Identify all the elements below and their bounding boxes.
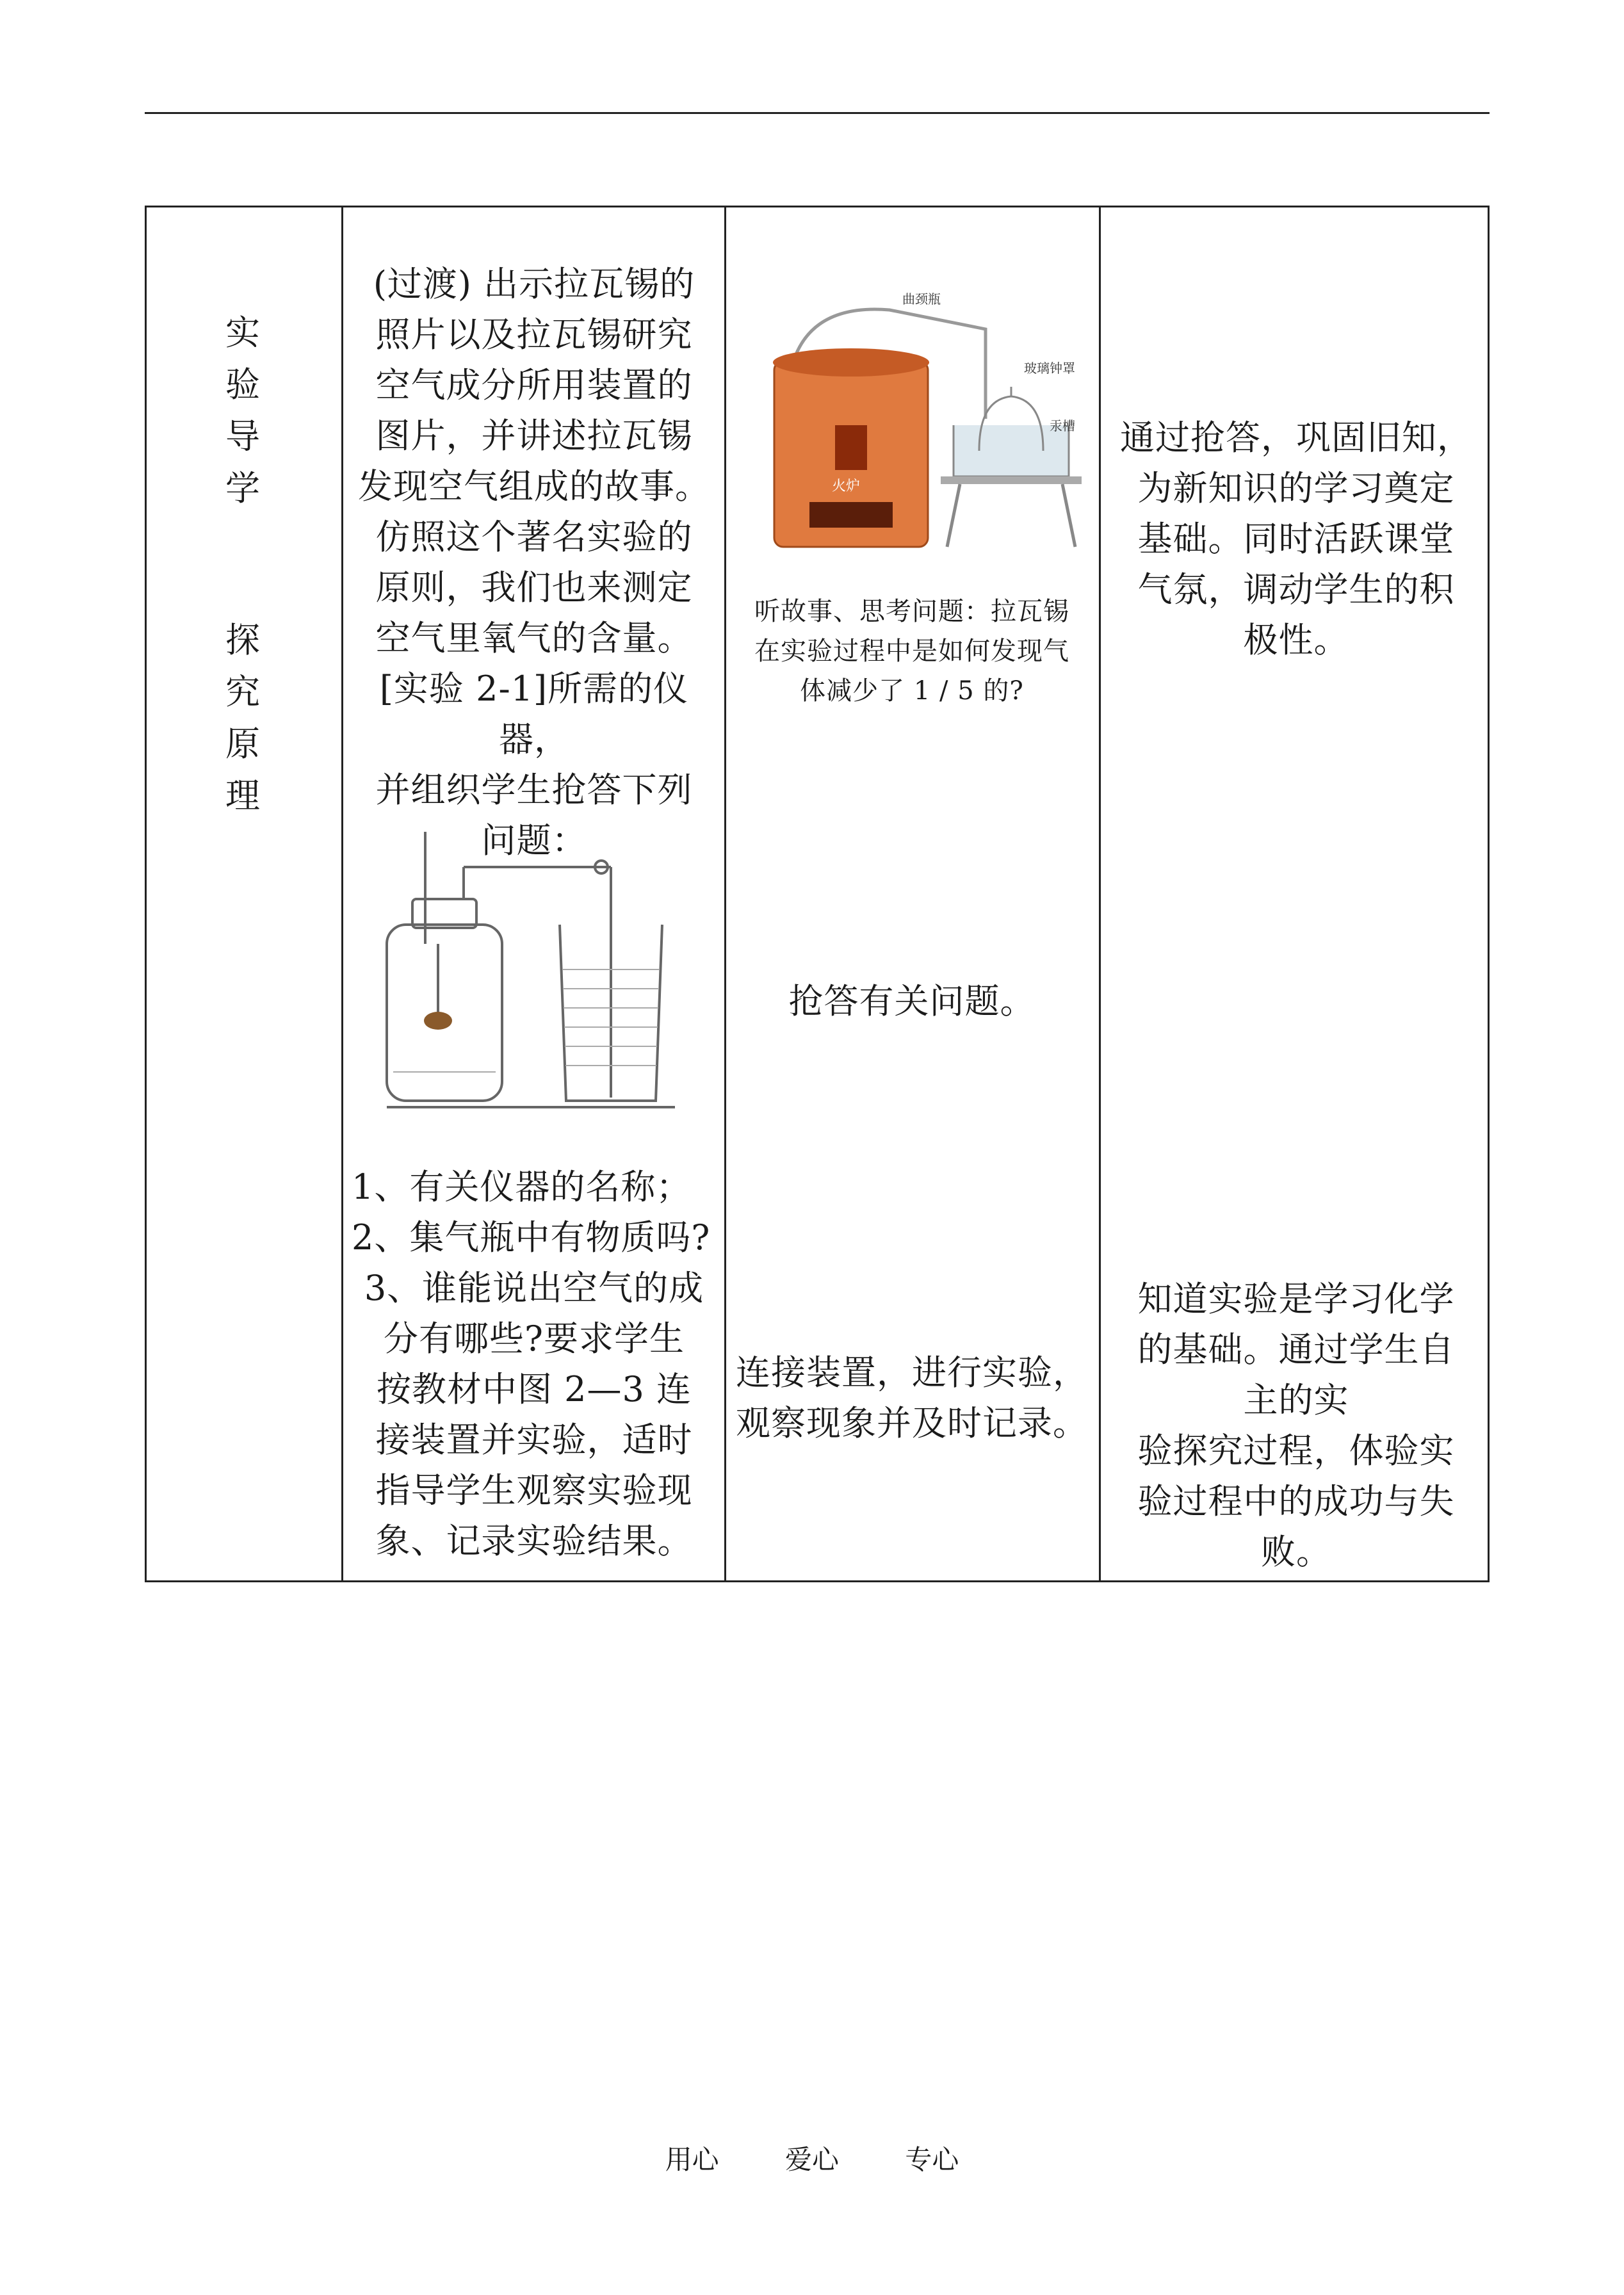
footer-word: 用心	[665, 2144, 719, 2175]
header-rule	[145, 112, 1490, 114]
svg-text:玻璃钟罩: 玻璃钟罩	[1024, 361, 1075, 376]
lesson-table	[145, 206, 1490, 1582]
teacher-intro-text: (过渡) 出示拉瓦锡的 照片以及拉瓦锡研究 空气成分所用装置的 图片，并讲述拉瓦锡 发现空气组成的故事。 仿照这个著名实验的 原则，我们也来测定 空气里氧气的含量。 [实验 2-1]所需的仪器， 并组织学生抢答下列 问题：	[358, 264, 710, 861]
svg-text:曲颈瓶: 曲颈瓶	[902, 291, 941, 307]
footer-word: 专心	[905, 2144, 959, 2175]
page-footer	[0, 2139, 1624, 2177]
stage-label-guide: 实 验 导 学	[225, 312, 260, 508]
column-divider	[724, 207, 726, 1580]
svg-text:火炉: 火炉	[832, 478, 861, 494]
footer-word: 爱心	[784, 2144, 839, 2175]
oxygen-apparatus-illustration	[368, 829, 707, 1117]
student-connect-text: 连接装置，进行实验， 观察现象并及时记录。	[736, 1352, 1088, 1443]
student-listen-text: 听故事、思考问题：拉瓦锡 在实验过程中是如何发现气 体减少了 1 / 5 的?	[754, 597, 1069, 706]
column-divider	[1099, 207, 1101, 1580]
column-divider	[341, 207, 343, 1580]
stage-label-principle: 探 究 原 理	[225, 620, 260, 816]
svg-text:汞槽: 汞槽	[1050, 418, 1075, 434]
teacher-questions-text: 1、有关仪器的名称； 2、集气瓶中有物质吗? 3、谁能说出空气的成 分有哪些?要求学生 按教材中图 2—3 连 接装置并实验，适时 指导学生观察实验现 象、记录实验结果。	[352, 1167, 711, 1561]
lavoisier-apparatus-illustration	[749, 291, 1082, 566]
student-answer-text: 抢答有关问题。	[788, 981, 1035, 1021]
intent-top-text: 通过抢答，巩固旧知， 为新知识的学习奠定 基础。同时活跃课堂 气氛，调动学生的积 极性。	[1120, 418, 1472, 660]
intent-bottom-text: 知道实验是学习化学 的基础。通过学生自 主的实 验探究过程，体验实 验过程中的成功与失 败。	[1137, 1279, 1455, 1572]
